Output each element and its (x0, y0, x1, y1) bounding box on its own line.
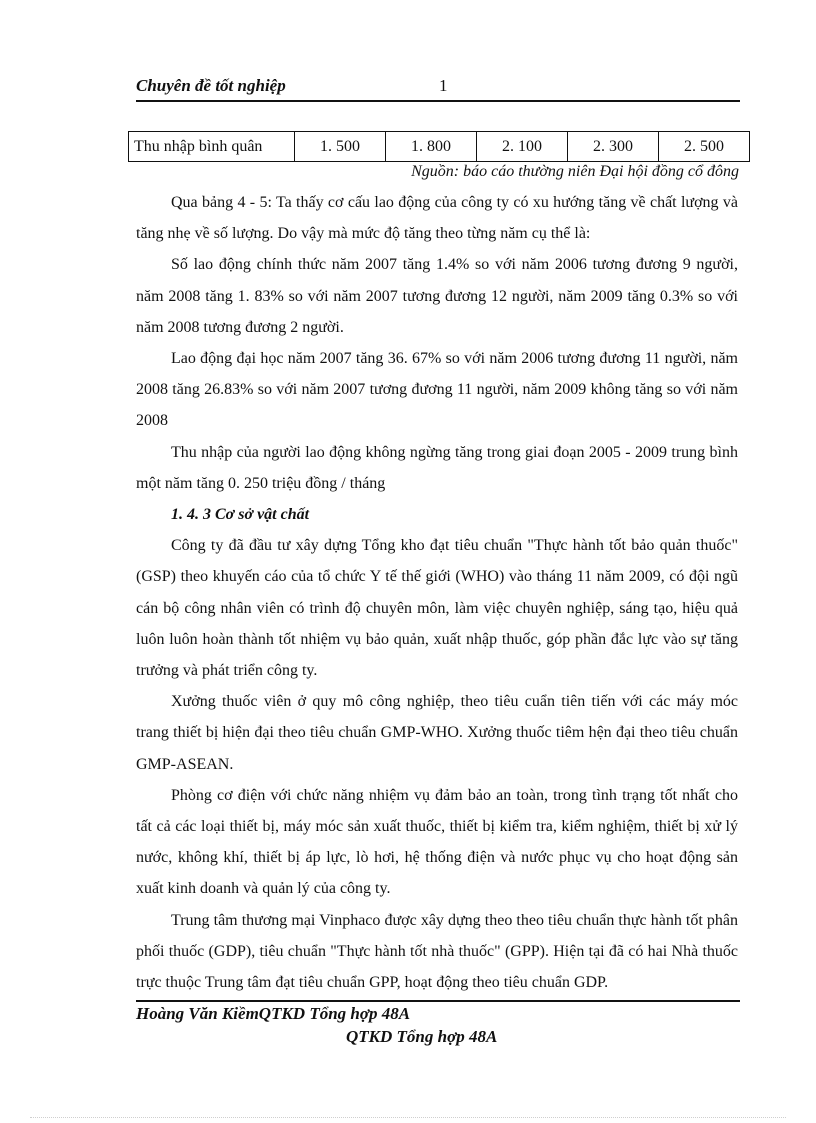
paragraph: Công ty đã đầu tư xây dựng Tổng kho đạt tiêu chuẩn "Thực hành tốt bảo quản thuốc" (GSP) theo khuyến cáo của tổ chức Y tế thế giới (WHO) vào tháng 11 năm 2009, có đội ngũ cán bộ công nhân viên có trình độ chuyên môn, làm việc chuyên nghiệp, sáng tạo, hiệu quả luôn luôn hoàn thành tốt nhiệm vụ bảo quản, xuất nhập thuốc, góp phần đắc lực vào sự tăng trưởng và phát triển công ty. (136, 537, 738, 680)
footer-divider (136, 1000, 740, 1002)
table-cell: 1. 500 (295, 132, 386, 162)
paragraph: Xưởng thuốc viên ở quy mô công nghiệp, theo tiêu cuẩn tiên tiến với các máy móc trang thiết bị hiện đại theo tiêu chuẩn GMP-WHO. Xưởng thuốc tiêm hện đại theo tiêu chuẩn GMP-ASEAN. (136, 693, 738, 773)
footer-author: Hoàng Văn KiềmQTKD Tổng hợp 48A (136, 1004, 411, 1023)
footer-class: QTKD Tổng hợp 48A (346, 1027, 498, 1046)
page-header (136, 76, 740, 102)
income-table (128, 131, 750, 162)
table-row (129, 132, 750, 162)
paragraph: Phòng cơ điện với chức năng nhiệm vụ đảm bảo an toàn, trong tình trạng tốt nhất cho tất cả các loại thiết bị, máy móc sản xuất thuốc, thiết bị kiểm tra, kiểm nghiệm, thiết bị xử lý nước, không khí, thiết bị áp lực, lò hơi, hệ thống điện và nước phục vụ cho hoạt động sản xuất kinh doanh và quản lý của công ty. (136, 786, 738, 898)
table-cell: 2. 100 (477, 132, 568, 162)
paragraph: Lao động đại học năm 2007 tăng 36. 67% so với năm 2006 tương đương 11 người, năm 2008 tăng 26.83% so với năm 2007 tương đương 11 người, năm 2009 không tăng so với năm 2008 (136, 350, 738, 430)
paragraph: Thu nhập của người lao động không ngừng tăng trong giai đoạn 2005 - 2009 trung bình một năm tăng 0. 250 triệu đồng / tháng (136, 443, 738, 492)
section-heading: 1. 4. 3 Cơ sở vật chất (171, 506, 310, 524)
page-edge-divider (30, 1117, 786, 1118)
header-title: Chuyên đề tốt nghiệp (136, 76, 286, 95)
paragraph: Trung tâm thương mại Vinphaco được xây dựng theo theo tiêu chuẩn thực hành tốt phân phối thuốc (GDP), tiêu chuẩn "Thực hành tốt nhà thuốc" (GPP). Hiện tại đã có hai Nhà thuốc trực thuộc Trung tâm đạt tiêu chuẩn GPP, hoạt động theo tiêu chuẩn GDP. (136, 911, 738, 992)
table-cell: 2. 300 (568, 132, 659, 162)
paragraph: Qua bảng 4 - 5: Ta thấy cơ cấu lao động của công ty có xu hướng tăng về chất lượng và tăng nhẹ về số lượng. Do vậy mà mức độ tăng theo từng năm cụ thể là: (136, 194, 738, 243)
table-cell: 2. 500 (659, 132, 750, 162)
paragraph: Số lao động chính thức năm 2007 tăng 1.4% so với năm 2006 tương đương 9 người, năm 2008 tăng 1. 83% so với năm 2007 tương đương 12 người, năm 2009 tăng 0.3% so với năm 2008 tương đương 2 người. (136, 256, 738, 336)
table-cell: 1. 800 (386, 132, 477, 162)
table-row-label: Thu nhập bình quân (129, 132, 295, 162)
page-number: 1 (439, 76, 448, 95)
source-note: Nguồn: báo cáo thường niên Đại hội đồng cổ đông (411, 163, 739, 180)
body-text (136, 187, 738, 998)
